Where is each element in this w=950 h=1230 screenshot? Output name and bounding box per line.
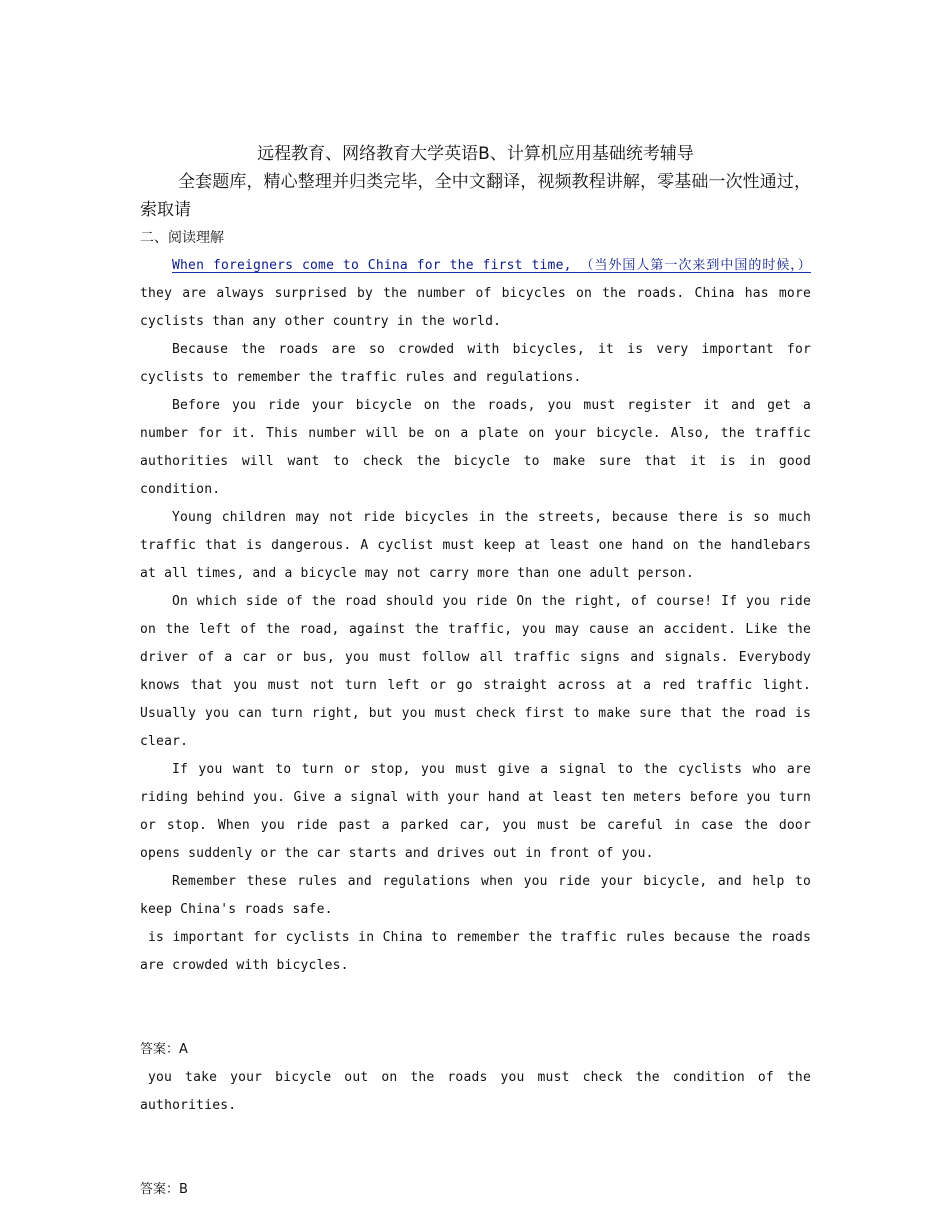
reading-paragraph-2: Because the roads are so crowded with bicycles, it is very important for cyclists to remember the traffic rules and regulations. bbox=[140, 342, 811, 385]
answer-2: 答案：B bbox=[140, 1182, 188, 1197]
spacer bbox=[140, 980, 811, 1036]
answer-1: 答案：A bbox=[140, 1042, 188, 1057]
spacer bbox=[140, 1120, 811, 1176]
document-title: 远程教育、网络教育大学英语B、计算机应用基础统考辅导 bbox=[257, 144, 694, 164]
reading-paragraph-4: Young children may not ride bicycles in the streets, because there is so much traffic that is dangerous. A cyclist must keep at least one hand on the handlebars at all times, and a bicycle may not carry more than one adult person. bbox=[140, 510, 811, 581]
question-1: is important for cyclists in China to remember the traffic rules because the roads are crowded with bicycles. bbox=[140, 930, 811, 973]
reading-paragraph-3: Before you ride your bicycle on the roads, you must register it and get a number for it. This number will be on a plate on your bicycle. Also, the traffic authorities will want to check the bicycle to make sure that it is in good condition. bbox=[140, 398, 811, 497]
question-2: you take your bicycle out on the roads you must check the condition of the authorities. bbox=[140, 1070, 811, 1113]
document-page bbox=[140, 140, 811, 1204]
reading-paragraph-1 bbox=[140, 252, 811, 336]
reading-paragraph-5: On which side of the road should you ride On the right, of course! If you ride on the left of the road, against the traffic, you may cause an accident. Like the driver of a car or bus, you must follow all traffic signs and signals. Everybody knows that you must not turn left or go straight across at a red traffic light. Usually you can turn right, but you must check first to make sure that the road is clear. bbox=[140, 594, 811, 749]
reading-paragraph-7: Remember these rules and regulations when you ride your bicycle, and help to keep China's roads safe. bbox=[140, 874, 811, 917]
paragraph-1-rest: they are always surprised by the number of bicycles on the roads. China has more cyclists than any other country in the world. bbox=[140, 286, 811, 329]
section-heading: 二、阅读理解 bbox=[140, 230, 224, 246]
intro-text: 全套题库，精心整理并归类完毕，全中文翻译，视频教程讲解，零基础一次性通过，索取请 bbox=[140, 172, 811, 220]
reading-paragraph-6: If you want to turn or stop, you must give a signal to the cyclists who are riding behind you. Give a signal with your hand at least ten meters before you turn or stop. When you ride past a parked car, you must be careful in case the door opens suddenly or the car starts and drives out in front of you. bbox=[140, 762, 811, 861]
underlined-sentence: When foreigners come to China for the first time, （当外国人第一次来到中国的时候，） bbox=[172, 258, 811, 273]
